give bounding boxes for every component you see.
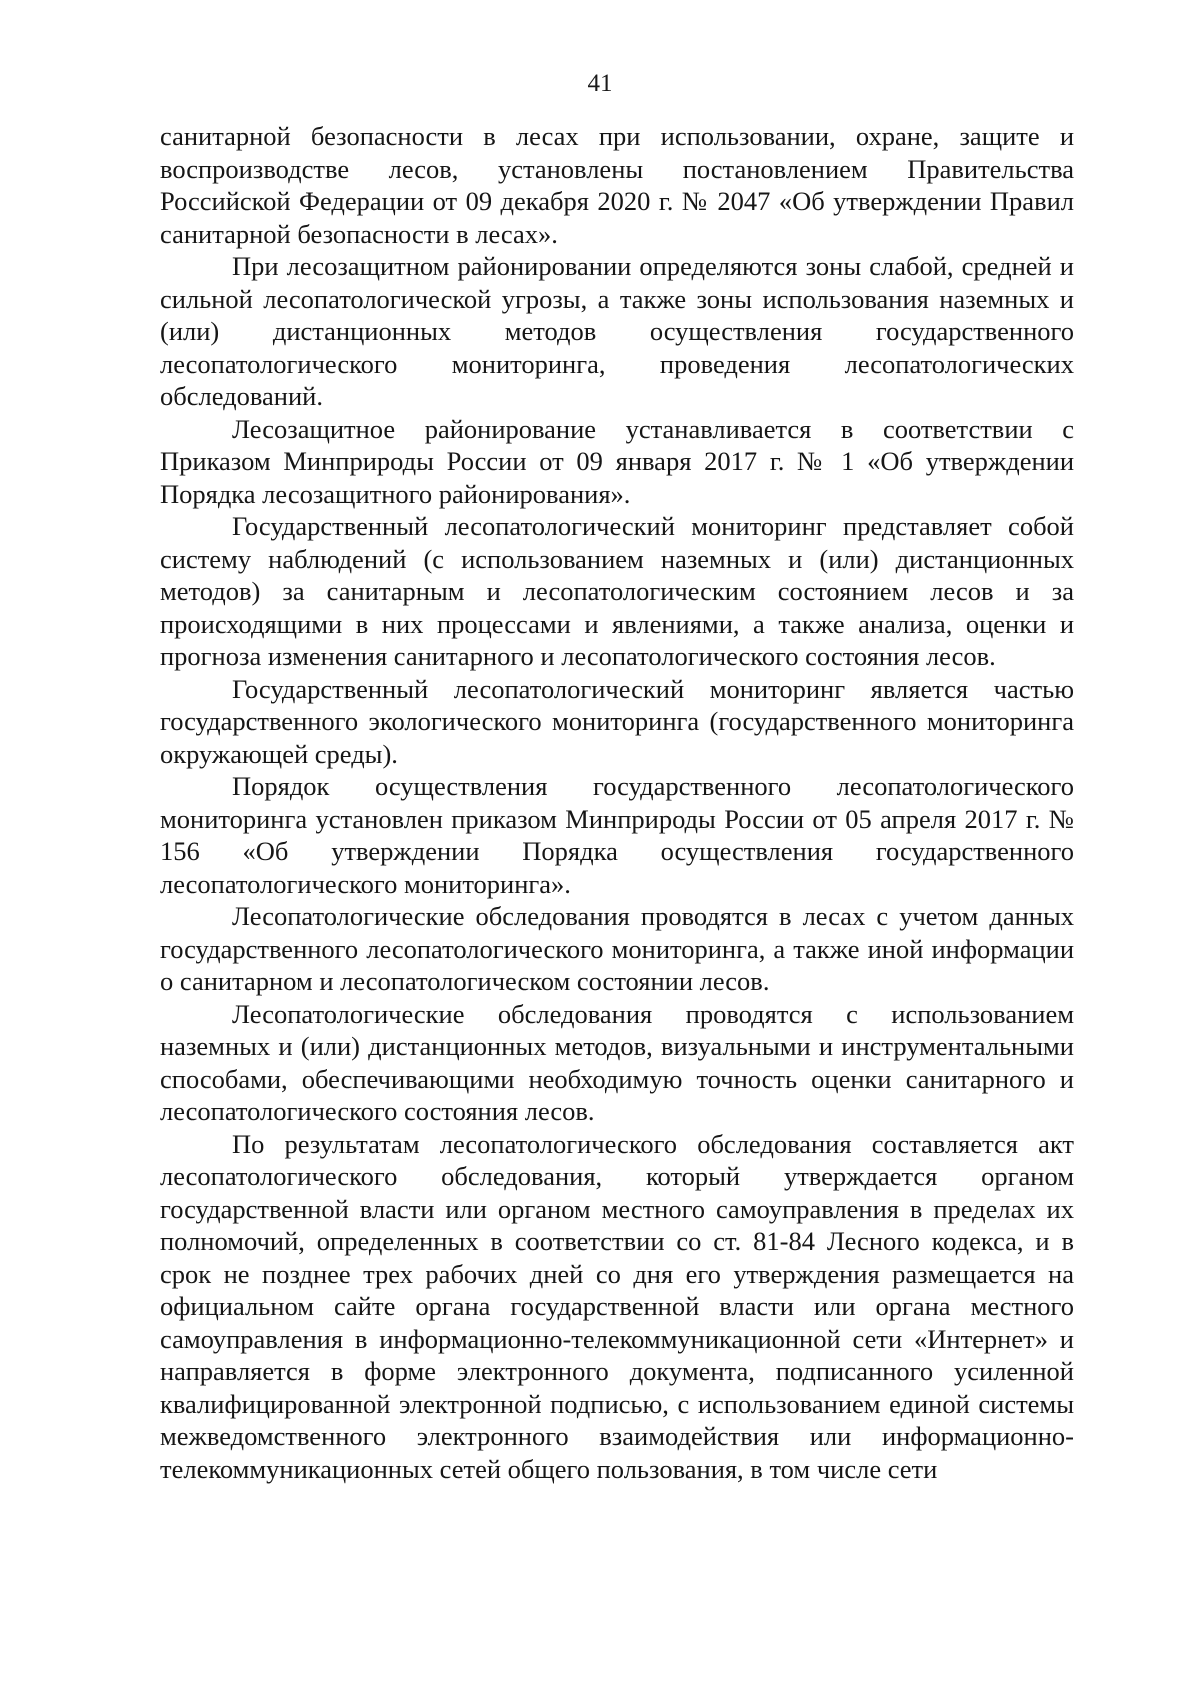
paragraph-6: Порядок осуществления государственного лесопатологического мониторинга установлен приказом Минприроды России от 05 апреля 2017 г. № 156 «Об утверждении Порядка осуществления государственного лесопатологического мониторинга». — [160, 771, 1074, 899]
paragraph-3: Лесозащитное районирование устанавливается в соответствии с Приказом Минприроды России от 09 января 2017 г. № 1 «Об утверждении Порядка лесозащитного районирования». — [160, 413, 1074, 509]
paragraph-2: При лесозащитном районировании определяются зоны слабой, средней и сильной лесопатологической угрозы, а также зоны использования наземных и (или) дистанционных методов осуществления государственного лесопатологического мониторинга, проведения лесопатологических обследований. — [160, 251, 1074, 411]
paragraph-1: санитарной безопасности в лесах при использовании, охране, защите и воспроизводстве лесов, установлены постановлением Правительства Российской Федерации от 09 декабря 2020 г. № 2047 «Об утверждении Правил санитарной безопасности в лесах». — [160, 121, 1074, 249]
paragraph-5: Государственный лесопатологический мониторинг является частью государственного экологического мониторинга (государственного мониторинга окружающей среды). — [160, 673, 1074, 769]
page-number: 41 — [587, 70, 613, 97]
document-body — [160, 120, 1074, 1485]
paragraph-7: Лесопатологические обследования проводятся в лесах с учетом данных государственного лесопатологического мониторинга, а также иной информации о санитарном и лесопатологическом состоянии лесов. — [160, 901, 1074, 996]
paragraph-4: Государственный лесопатологический мониторинг представляет собой систему наблюдений (с использованием наземных и (или) дистанционных методов) за санитарным и лесопатологическим состоянием лесов и за происходящими в них процессами и явлениями, а также анализа, оценки и прогноза изменения санитарного и лесопатологического состояния лесов. — [160, 511, 1074, 671]
paragraph-9: По результатам лесопатологического обследования составляется акт лесопатологического обследования, который утверждается органом государственной власти или органом местного самоуправления в пределах их полномочий, определенных в соответствии со ст. 81-84 Лесного кодекса, и в срок не позднее трех рабочих дней со дня его утверждения размещается на официальном сайте органа государственной власти или органа местного самоуправления в информационно-телекоммуникационной сети «Интернет» и направляется в форме электронного документа, подписанного усиленной квалифицированной электронной подписью, с использованием единой системы межведомственного электронного взаимодействия или информационно-телекоммуникационных сетей общего пользования, в том числе сети — [160, 1128, 1074, 1484]
paragraph-8: Лесопатологические обследования проводятся с использованием наземных и (или) дистанционных методов, визуальными и инструментальными способами, обеспечивающими необходимую точность оценки санитарного и лесопатологического состояния лесов. — [160, 998, 1074, 1126]
